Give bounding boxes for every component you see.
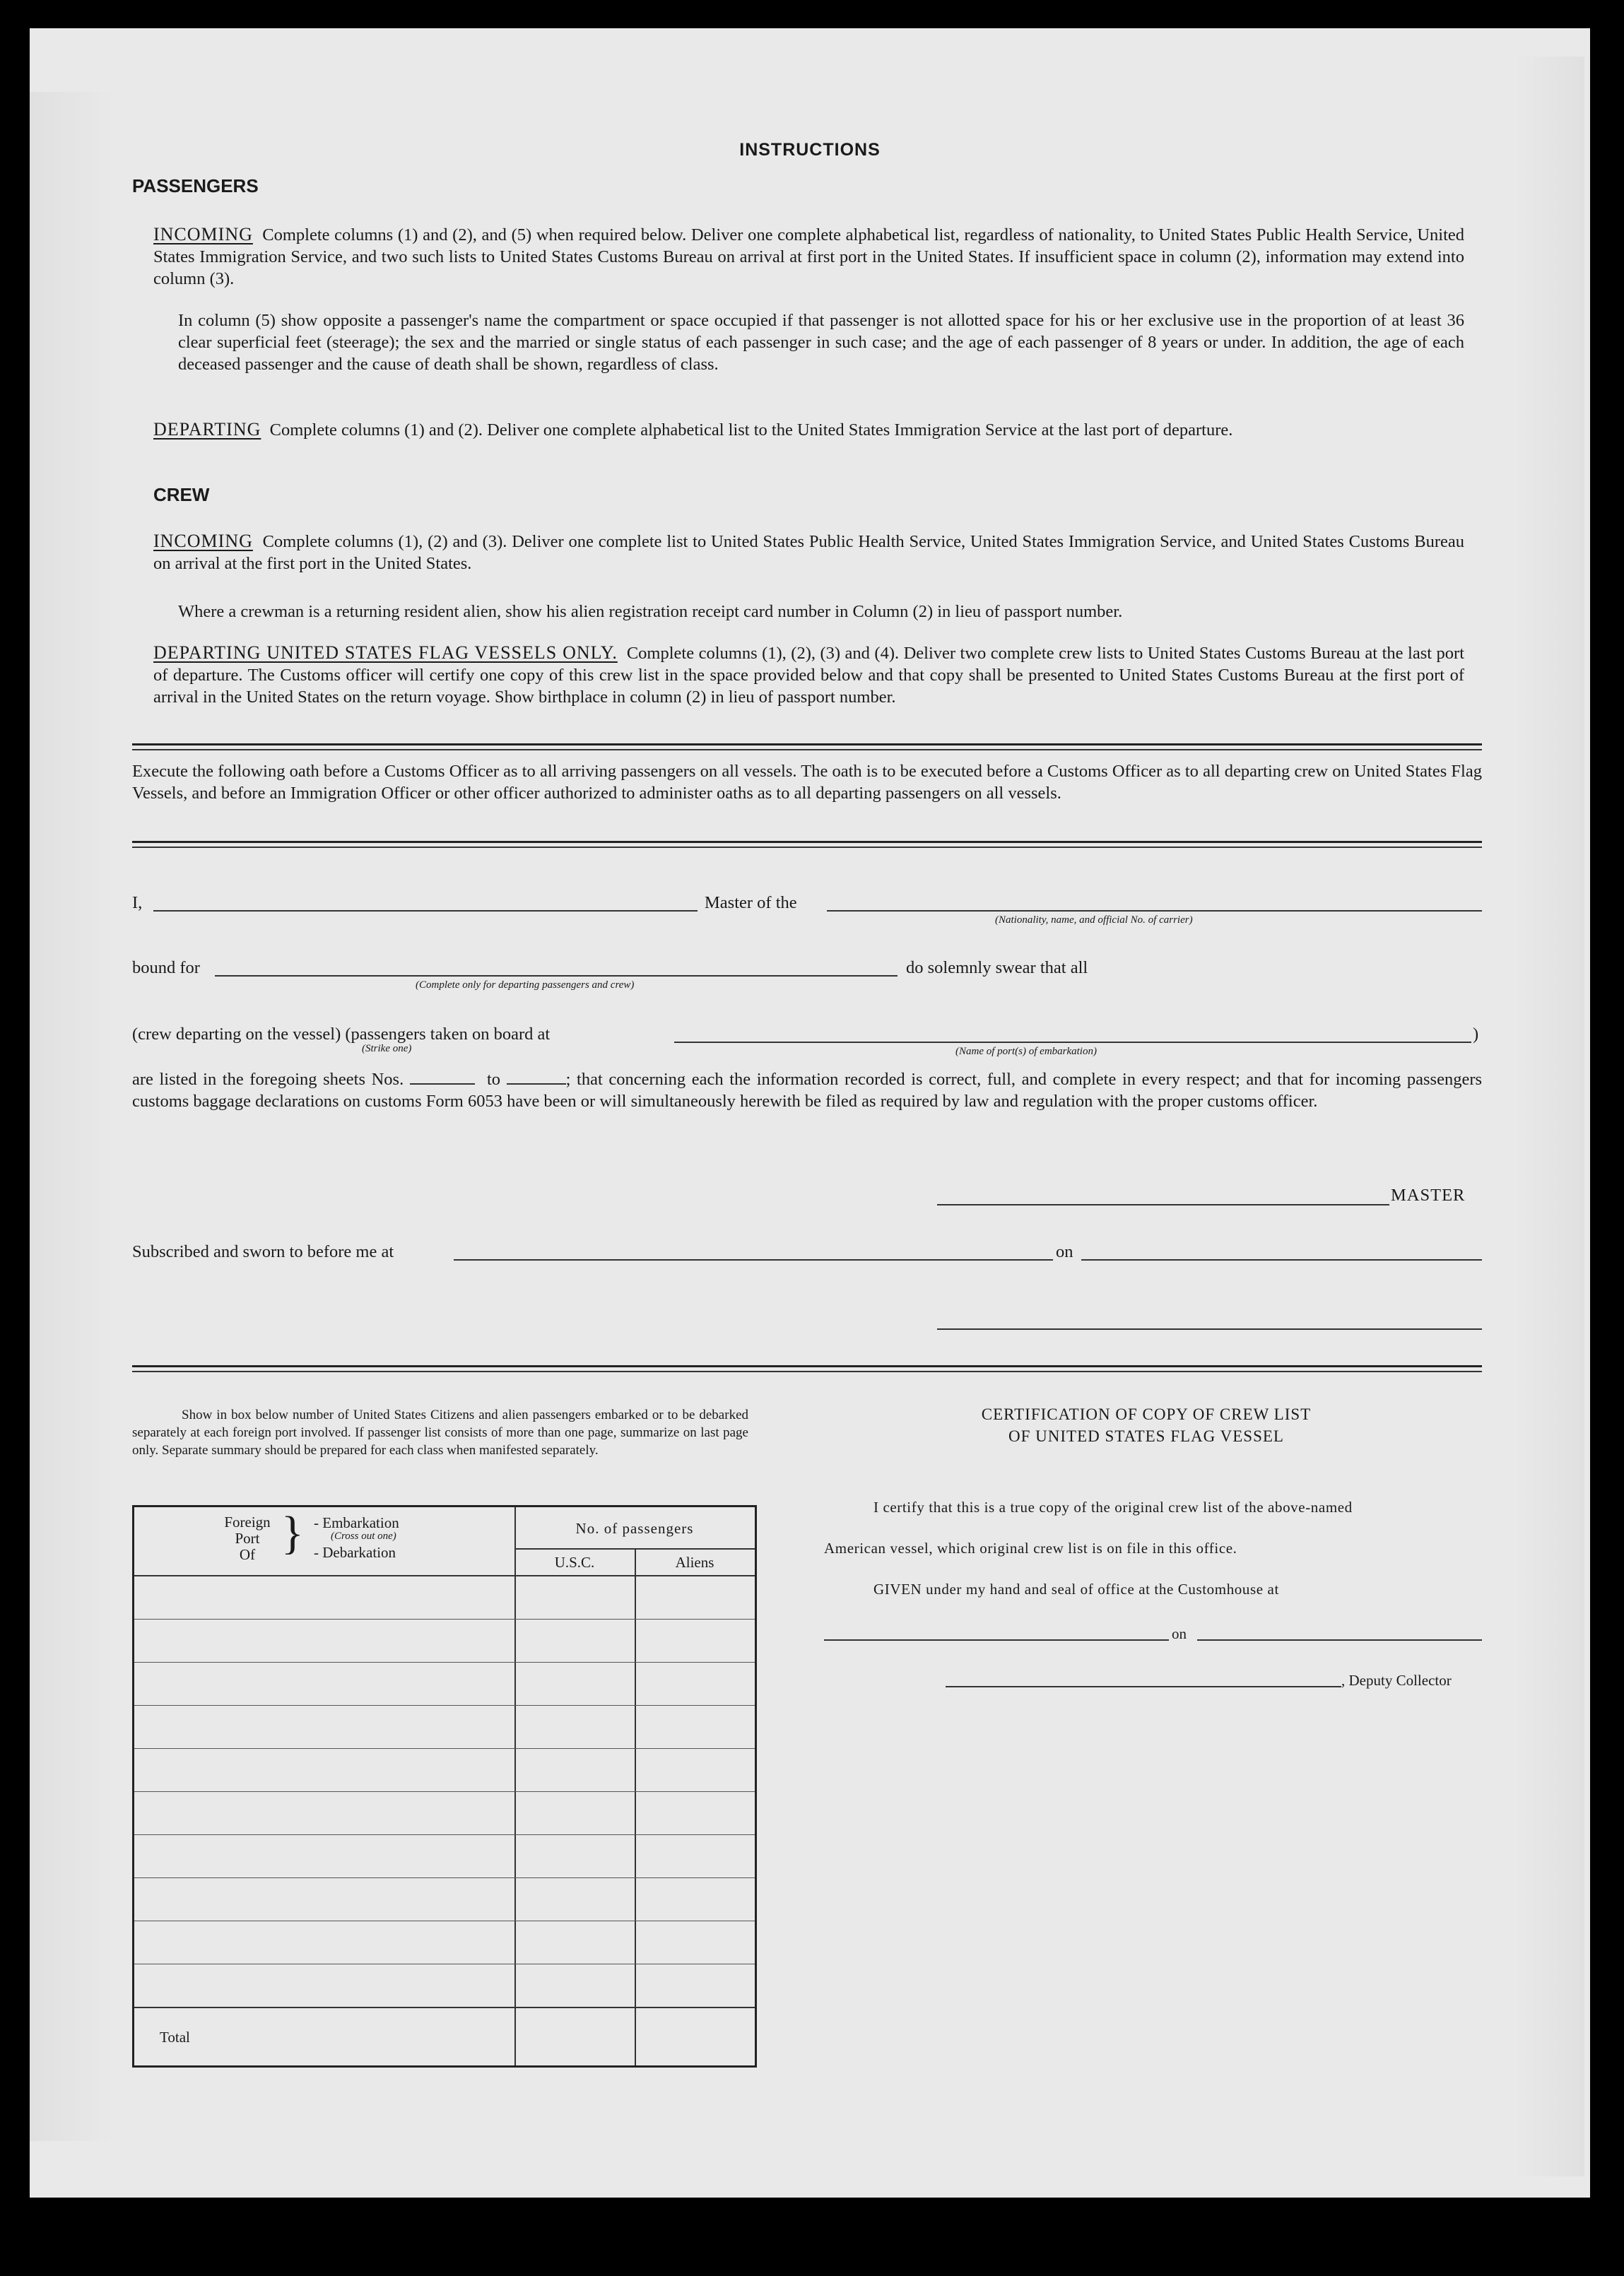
section-divider (132, 1371, 1482, 1372)
sworn-on-label: on (1056, 1242, 1073, 1261)
page-title: INSTRUCTIONS (739, 140, 881, 160)
table-row-line (134, 1791, 755, 1792)
deputy-collector-label: , Deputy Collector (1341, 1672, 1452, 1689)
passengers-departing-paragraph (153, 418, 1464, 441)
certify-text-2: American vessel, which original crew list is on file in this office. (824, 1540, 1237, 1557)
table-divider (514, 1507, 516, 2065)
crew-heading: CREW (153, 484, 210, 505)
summary-instructions: Show in box below number of United States Citizens and alien passengers embarked or to be debarked separately at each foreign port involved. If passenger list consists of more than one page, summarize on last page only. Separate summary should be prepared for each class when manifested separately. (132, 1408, 748, 1458)
master-name-field[interactable] (153, 910, 698, 912)
carrier-hint: (Nationality, name, and official No. of carrier) (995, 914, 1193, 926)
usc-header: U.S.C. (554, 1554, 595, 1571)
passengers-column5-paragraph: In column (5) show opposite a passenger's name the compartment or space occupied if that passenger is not allotted space for his or her exclusive use in the proportion of at least 36 clear superficial feet (steerage); the sex and the married or single status of each passenger in such case; and the age of each passenger of 8 years or under. In addition, the age of each deceased passenger and the cause of death shall be shown, regardless of class. (178, 311, 1464, 374)
section-divider (132, 1365, 1482, 1367)
table-row-line (134, 1834, 755, 1835)
strike-one-hint: (Strike one) (362, 1043, 412, 1054)
section-divider (132, 841, 1482, 843)
passengers-heading: PASSENGERS (132, 175, 259, 196)
brace-icon: } (281, 1507, 304, 1559)
crew-incoming-text: Complete columns (1), (2) and (3). Deliver one complete list to United States Public Health Service, United States Immigration Service, and United States Customs Bureau on arrival at the first port in the United States. (153, 532, 1465, 573)
port-label: Port (235, 1530, 260, 1547)
table-divider (134, 1575, 755, 1576)
ports-hint: (Name of port(s) of embarkation) (955, 1046, 1097, 1057)
officer-signature-field[interactable] (937, 1328, 1482, 1330)
table-row-line (134, 1748, 755, 1749)
certify-text-1: I certify that this is a true copy of the original crew list of the above-named (873, 1499, 1353, 1516)
to-label: to (486, 1070, 501, 1089)
crew-resident-paragraph: Where a crewman is a returning resident alien, show his alien registration receipt card number in Column (2) in lieu of passport number. (178, 602, 1123, 621)
bleed-through-mark (30, 92, 114, 2141)
subscribed-label: Subscribed and sworn to before me at (132, 1242, 394, 1261)
bound-for-label: bound for (132, 958, 200, 977)
section-divider (132, 847, 1482, 848)
crew-departing-text: Complete columns (1), (2), (3) and (4). Deliver two complete crew lists to United States Customs Bureau at the last port of departure. The Customs officer will certify one copy of this crew list in the space provided below and that copy shall be presented to United States Customs Bureau at the first port of arrival in the United States on the return voyage. Show birthplace in column (2) in lieu of passport number. (153, 644, 1464, 707)
passengers-incoming-text: Complete columns (1) and (2), and (5) when required below. Deliver one complete alphabetical list, regardless of nationality, to United States Public Health Service, United States Immigration Service, and two such lists to United States Customs Bureau on arrival at first port in the United States. If insufficient space in column (2), information may extend into column (3). (153, 225, 1464, 288)
certification-title-1: CERTIFICATION OF COPY OF CREW LIST (981, 1405, 1312, 1423)
of-label: Of (239, 1546, 256, 1563)
embarkation-label: - Embarkation (314, 1514, 399, 1531)
foreign-label: Foreign (224, 1514, 271, 1531)
master-label: MASTER (1391, 1186, 1466, 1205)
cross-out-hint: (Cross out one) (331, 1531, 396, 1542)
passengers-departing-text: Complete columns (1) and (2). Deliver one complete alphabetical list to the United States Immigration Service at the last port of departure. (269, 420, 1233, 440)
close-paren: ) (1473, 1025, 1479, 1044)
passengers-incoming-paragraph (153, 223, 1464, 290)
certification-title-2: OF UNITED STATES FLAG VESSEL (1008, 1427, 1284, 1445)
sheet-from-field[interactable] (410, 1071, 475, 1085)
master-of-the-label: Master of the (705, 893, 797, 912)
table-row-line (134, 1619, 755, 1620)
no-of-passengers-header: No. of passengers (575, 1520, 694, 1537)
debarkation-label: - Debarkation (314, 1544, 396, 1561)
passengers-incoming-label: INCOMING (153, 224, 253, 244)
sheet-to-field[interactable] (507, 1071, 566, 1085)
form-sheet (30, 28, 1590, 2198)
bound-for-hint: (Complete only for departing passengers and crew) (416, 979, 635, 991)
aliens-header: Aliens (675, 1554, 714, 1571)
passengers-departing-label: DEPARTING (153, 419, 261, 440)
sworn-place-field[interactable] (454, 1259, 1053, 1261)
embarkation-ports-field[interactable] (674, 1042, 1471, 1043)
crew-departing-paragraph (153, 642, 1464, 708)
given-text: GIVEN under my hand and seal of office at the Customhouse at (873, 1581, 1279, 1598)
crew-incoming-label: INCOMING (153, 531, 253, 551)
deputy-collector-signature-field[interactable] (946, 1686, 1341, 1687)
section-divider (132, 749, 1482, 750)
crew-departing-label-line: (crew departing on the vessel) (passengers taken on board at (132, 1025, 551, 1044)
listed-text-end: ; that concerning each the information recorded is correct, full, and complete in every respect; and that for incoming passengers customs baggage declarations on customs Form 6053 have been or will simultaneously herewith be filed as required by law and regulation with the proper customs officer. (132, 1070, 1483, 1111)
table-divider (514, 1548, 755, 1550)
table-divider (635, 1548, 636, 2065)
section-divider (132, 743, 1482, 745)
foreign-port-of-label (219, 1514, 276, 1563)
master-signature-field[interactable] (937, 1204, 1389, 1205)
oath-i-label: I, (132, 893, 143, 912)
listed-paragraph (132, 1068, 1482, 1112)
crew-departing-label: DEPARTING UNITED STATES FLAG VESSELS ONLY. (153, 642, 618, 663)
sworn-date-field[interactable] (1081, 1259, 1482, 1261)
oath-intro: Execute the following oath before a Customs Officer as to all arriving passengers on all vessels. The oath is to be executed before a Customs Officer as to all departing crew on United States Flag Vessels, and before an Immigration Officer or other officer authorized to administer oaths as to all departing passengers on all vessels. (132, 762, 1482, 803)
bound-for-field[interactable] (215, 975, 898, 977)
summary-table (132, 1505, 757, 2068)
customhouse-place-field[interactable] (824, 1639, 1169, 1641)
customhouse-date-field[interactable] (1197, 1639, 1482, 1641)
table-row-line (134, 2007, 755, 2008)
bleed-through-mark (1514, 57, 1584, 2176)
crew-incoming-paragraph (153, 530, 1464, 574)
table-row-line (134, 1662, 755, 1663)
table-row-line (134, 1877, 755, 1878)
carrier-field[interactable] (827, 910, 1482, 912)
table-row-line (134, 1705, 755, 1706)
total-label: Total (160, 2029, 190, 2046)
solemnly-swear-label: do solemnly swear that all (906, 958, 1088, 977)
listed-text-start: are listed in the foregoing sheets Nos. (132, 1070, 404, 1089)
cert-on-label: on (1172, 1625, 1187, 1642)
